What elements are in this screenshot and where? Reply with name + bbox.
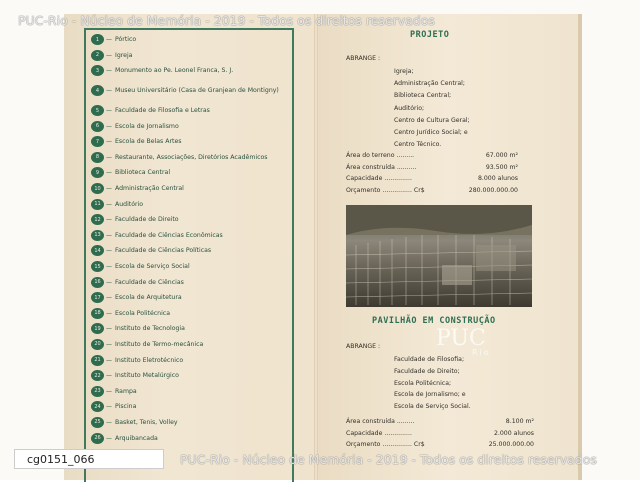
legend-item <box>91 274 289 290</box>
legend-dash: — <box>106 185 112 193</box>
legend-item <box>91 79 289 103</box>
legend-item <box>91 368 289 384</box>
legend-item <box>91 134 289 150</box>
legend-item <box>91 212 289 228</box>
archive-id-label: cg0151_066 <box>14 449 164 469</box>
legend-dash: — <box>106 36 112 44</box>
legend-label: Museu Universitário (Casa de Granjean de Montigny) <box>115 86 279 94</box>
legend-dash: — <box>106 340 112 348</box>
list-line: Faculdade de Filosofia; <box>394 356 465 363</box>
legend-item <box>91 196 289 212</box>
legend-dash: — <box>106 200 112 208</box>
legend-label: Rampa <box>115 387 137 395</box>
legend-number-badge: 2 <box>91 50 104 61</box>
legend-dash: — <box>106 51 112 59</box>
legend-label: Piscina <box>115 403 137 411</box>
legend-number-badge: 25 <box>91 417 104 428</box>
legend-number-badge: 11 <box>91 199 104 210</box>
pavilhao-title: PAVILHÃO EM CONSTRUÇÃO <box>372 316 496 326</box>
construction-photo-image <box>346 205 532 307</box>
legend-number-badge: 19 <box>91 323 104 334</box>
legend-dash: — <box>106 231 112 239</box>
legend-item <box>91 352 289 368</box>
legend-number-badge: 26 <box>91 433 104 444</box>
legend-number-badge: 4 <box>91 85 104 96</box>
legend-item <box>91 48 289 64</box>
legend-item <box>91 165 289 181</box>
watermark-bottom: PUC-Rio - Núcleo de Memória - 2019 - Todos os direitos reservados <box>180 452 597 467</box>
legend-number-badge: 21 <box>91 355 104 366</box>
list-line: Biblioteca Central; <box>394 92 452 100</box>
legend-dash: — <box>106 278 112 286</box>
legend-item <box>91 290 289 306</box>
stat-label: Área construída .......... <box>346 163 417 171</box>
legend-label: Igreja <box>115 51 133 59</box>
legend-item <box>91 32 289 48</box>
legend-number-badge: 12 <box>91 214 104 225</box>
legend-dash: — <box>106 418 112 426</box>
legend-dash: — <box>106 138 112 146</box>
stat-value: 8.000 alunos <box>477 175 518 183</box>
legend-label: Instituto Metalúrgico <box>115 372 179 380</box>
stat-value: 280.000.000.00 <box>468 186 518 194</box>
legend-dash: — <box>106 434 112 442</box>
list-line: Faculdade de Direito; <box>394 367 460 375</box>
legend-dash: — <box>106 294 112 302</box>
legend-label: Basket, Tenis, Volley <box>115 418 178 426</box>
stat-label: Área construída ......... <box>346 418 415 425</box>
legend-label: Faculdade de Direito <box>115 216 179 224</box>
legend-dash: — <box>106 372 112 380</box>
legend-label: Faculdade de Ciências Políticas <box>115 247 212 255</box>
list-line: Escola de Jornalismo; e <box>394 391 466 399</box>
legend-label: Arquibancada <box>115 434 158 442</box>
list-line: Administração Central; <box>394 80 465 88</box>
legend-number-badge: 10 <box>91 183 104 194</box>
legend-number-badge: 9 <box>91 167 104 178</box>
legend-label: Auditório <box>115 200 144 208</box>
legend-number-badge: 15 <box>91 261 104 272</box>
projeto-title: PROJETO <box>410 30 450 40</box>
legend-item <box>91 306 289 322</box>
legend-dash: — <box>106 87 112 95</box>
legend-item <box>91 415 289 431</box>
legend-item <box>91 383 289 399</box>
list-line: Centro Técnico. <box>394 141 442 149</box>
brochure-edge <box>578 14 582 480</box>
pavilhao-abrange-label: ABRANGE : <box>346 343 381 350</box>
legend-number-badge: 13 <box>91 230 104 241</box>
stat-label: Orçamento ............... Cr$ <box>346 441 425 449</box>
building-legend-list <box>91 32 289 446</box>
legend-label: Escola de Jornalismo <box>115 122 179 130</box>
list-line: Auditório; <box>394 104 425 112</box>
legend-dash: — <box>106 169 112 177</box>
legend-dash: — <box>106 107 112 115</box>
list-line: Escola de Serviço Social. <box>394 403 471 411</box>
stat-value: 25.000.000.00 <box>488 441 534 449</box>
stat-value: 2.000 alunos <box>493 429 534 437</box>
legend-number-badge: 1 <box>91 34 104 45</box>
legend-dash: — <box>106 122 112 130</box>
brochure-fold <box>314 14 318 480</box>
legend-number-badge: 6 <box>91 121 104 132</box>
legend-item <box>91 321 289 337</box>
legend-label: Instituto de Tecnologia <box>115 325 185 333</box>
legend-number-badge: 16 <box>91 277 104 288</box>
legend-number-badge: 23 <box>91 386 104 397</box>
legend-item <box>91 103 289 119</box>
watermark-top: PUC-Rio - Núcleo de Memória - 2019 - Todos os direitos reservados <box>18 13 435 28</box>
construction-photo <box>346 205 532 307</box>
legend-dash: — <box>106 216 112 224</box>
legend-label: Instituto Eletrotécnico <box>115 356 184 364</box>
list-line: Igreja; <box>394 68 414 75</box>
legend-dash: — <box>106 309 112 317</box>
legend-number-badge: 3 <box>91 65 104 76</box>
legend-label: Escola de Belas Artes <box>115 138 182 146</box>
legend-label: Escola de Arquitetura <box>115 294 182 302</box>
legend-item <box>91 337 289 353</box>
legend-item <box>91 150 289 166</box>
list-line: Escola Politécnica; <box>394 379 452 387</box>
list-line: Centro Jurídico Social; e <box>394 129 468 136</box>
stat-value: 8.100 m² <box>505 418 534 425</box>
legend-label: Monumento ao Pe. Leonel Franca, S. J. <box>115 67 234 75</box>
legend-number-badge: 20 <box>91 339 104 350</box>
legend-item <box>91 430 289 446</box>
legend-dash: — <box>106 263 112 271</box>
legend-label: Faculdade de Ciências Econômicas <box>115 231 223 239</box>
legend-number-badge: 7 <box>91 136 104 147</box>
stat-label: Área do terreno ......... <box>346 152 415 159</box>
legend-item <box>91 243 289 259</box>
legend-dash: — <box>106 153 112 161</box>
legend-dash: — <box>106 325 112 333</box>
legend-item <box>91 63 289 79</box>
list-line: Centro de Cultura Geral; <box>394 116 470 124</box>
legend-dash: — <box>106 387 112 395</box>
legend-label: Administração Central <box>115 185 184 193</box>
legend-dash: — <box>106 247 112 255</box>
legend-number-badge: 8 <box>91 152 104 163</box>
legend-item <box>91 259 289 275</box>
legend-dash: — <box>106 356 112 364</box>
stat-value: 67.000 m² <box>485 152 518 159</box>
legend-number-badge: 22 <box>91 370 104 381</box>
legend-number-badge: 14 <box>91 245 104 256</box>
stat-label: Orçamento ............... Cr$ <box>346 186 425 194</box>
legend-item <box>91 181 289 197</box>
legend-number-badge: 5 <box>91 105 104 116</box>
projeto-abrange-label: ABRANGE : <box>346 55 381 62</box>
legend-label: Restaurante, Associações, Diretórios Acadêmicos <box>115 153 268 161</box>
legend-item <box>91 118 289 134</box>
legend-dash: — <box>106 67 112 75</box>
legend-number-badge: 17 <box>91 292 104 303</box>
watermark-logo: PUC <box>436 326 486 351</box>
watermark-logo-sub: Rio <box>472 348 491 357</box>
legend-number-badge: 18 <box>91 308 104 319</box>
stat-label: Capacidade .............. <box>346 429 412 437</box>
legend-label: Pórtico <box>115 36 137 44</box>
legend-label: Escola de Serviço Social <box>115 263 190 271</box>
legend-number-badge: 24 <box>91 401 104 412</box>
legend-label: Instituto de Termo-mecânica <box>115 340 204 348</box>
legend-label: Faculdade de Filosofia e Letras <box>115 107 210 115</box>
legend-item <box>91 228 289 244</box>
legend-item <box>91 399 289 415</box>
stat-value: 93.500 m² <box>485 163 518 171</box>
legend-label: Biblioteca Central <box>115 169 171 177</box>
legend-label: Escola Politécnica <box>115 309 171 317</box>
legend-label: Faculdade de Ciências <box>115 278 184 286</box>
legend-dash: — <box>106 403 112 411</box>
stat-label: Capacidade .............. <box>346 175 412 183</box>
